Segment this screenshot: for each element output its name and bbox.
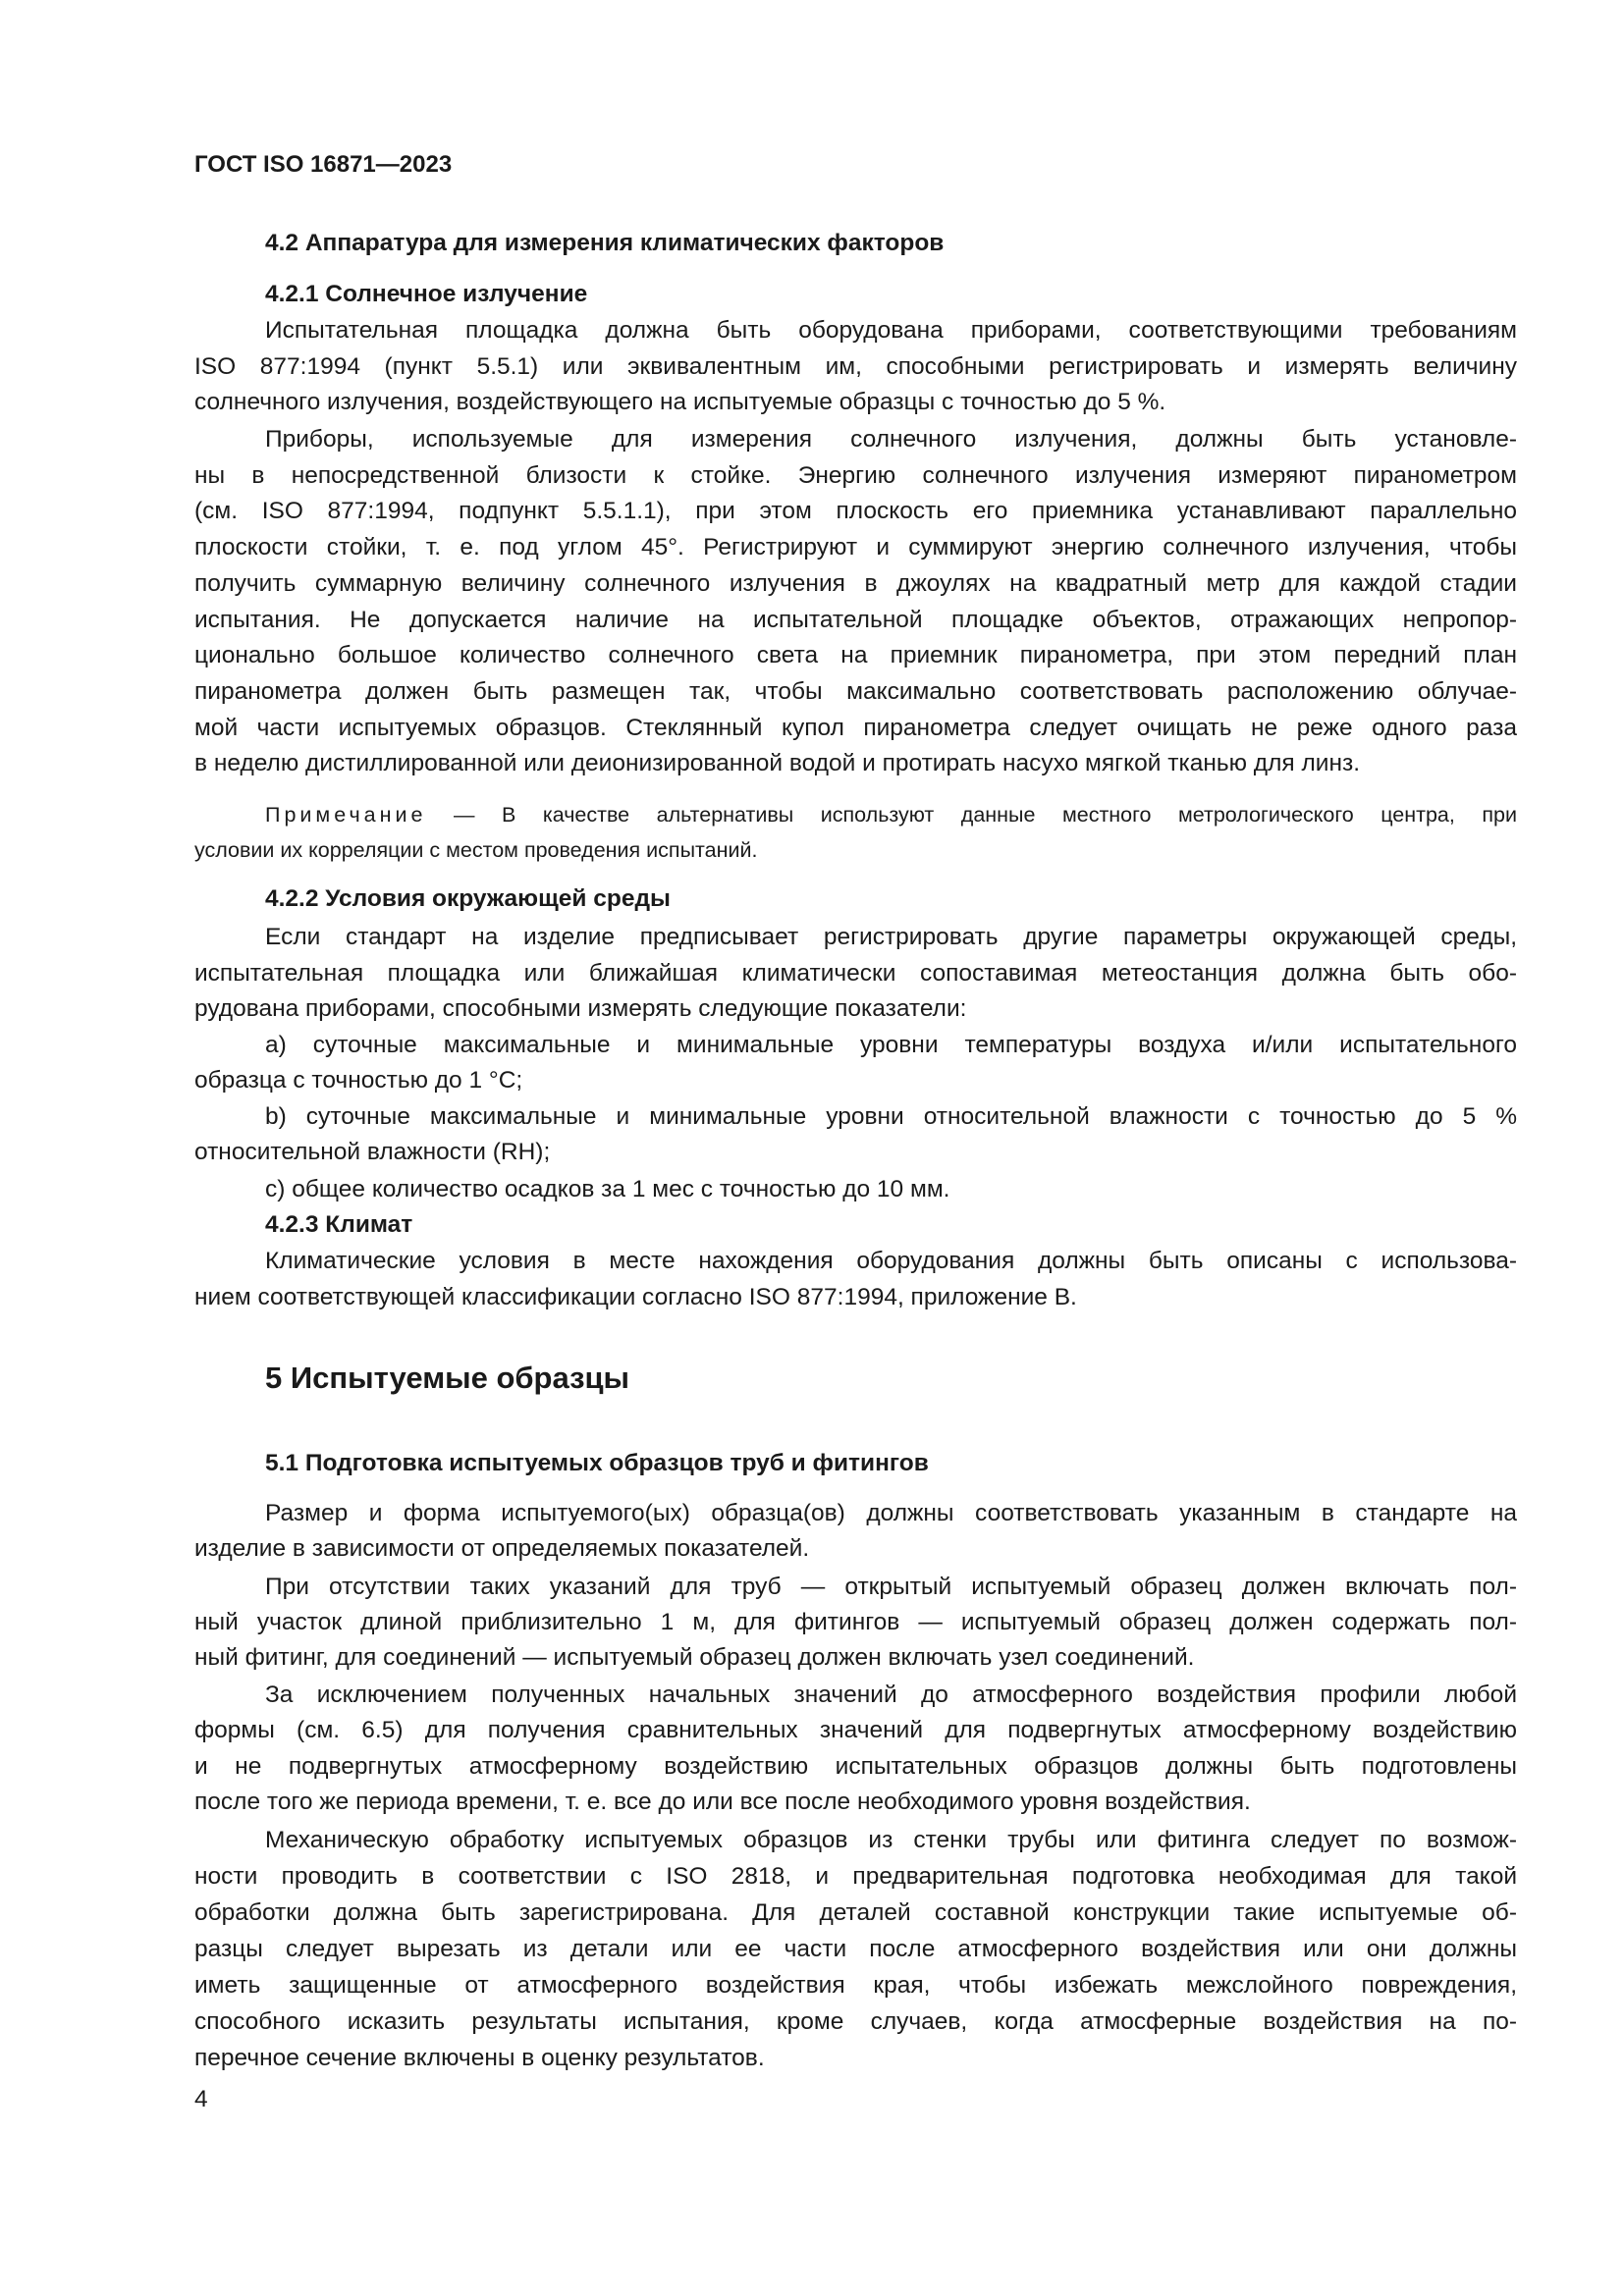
text-line: b) суточные максимальные и минимальные уровни относительной влажности с точностью до 5 %: [265, 1103, 1517, 1130]
text-line: c) общее количество осадков за 1 мес с точностью до 10 мм.: [265, 1176, 950, 1202]
text-line: испытания. Не допускается наличие на испытательной площадке объектов, отражающих непропор-: [194, 606, 1517, 633]
text-line: испытательная площадка или ближайшая климатически сопоставимая метеостанция должна быть обо-: [194, 959, 1517, 987]
text-line: При отсутствии таких указаний для труб — открытый испытуемый образец должен включать пол-: [265, 1574, 1517, 1600]
note-text: — В качестве альтернативы используют данные местного метрологического центра, при: [426, 803, 1517, 827]
text-line: иметь защищенные от атмосферного воздействия края, чтобы избежать межслойного повреждения,: [194, 1972, 1517, 1999]
text-line: пиранометра должен быть размещен так, чтобы максимально соответствовать расположению облучае-: [194, 677, 1517, 705]
text-line: рудована приборами, способными измерять следующие показатели:: [194, 995, 967, 1022]
text-line: (см. ISO 877:1994, подпункт 5.5.1.1), при этом плоскость его приемника устанавливают параллельно: [194, 498, 1517, 525]
text-line: ISO 877:1994 (пункт 5.5.1) или эквивалентным им, способными регистрировать и измерять величину: [194, 352, 1517, 380]
heading-text: 4.2.2 Условия окружающей среды: [265, 885, 671, 912]
text-line: относительной влажности (RH);: [194, 1139, 551, 1165]
text-line: [265, 797, 1517, 832]
text-line: изделие в зависимости от определяемых показателей.: [194, 1535, 810, 1562]
text-line: a) суточные максимальные и минимальные уровни температуры воздуха и/или испытательного: [265, 1032, 1517, 1058]
text-line: ности проводить в соответствии с ISO 2818, и предварительная подготовка необходимая для такой: [194, 1863, 1517, 1890]
text-line: условии их корреляции с местом проведения испытаний.: [194, 838, 758, 862]
text-line: Испытательная площадка должна быть оборудована приборами, соответствующими требованиям: [265, 317, 1517, 344]
text-line: получить суммарную величину солнечного излучения в джоулях на квадратный метр для каждой стадии: [194, 569, 1517, 597]
text-line: формы (см. 6.5) для получения сравнительных значений для подвергнутых атмосферному воздействию: [194, 1717, 1517, 1744]
text-line: Механическую обработку испытуемых образцов из стенки трубы или фитинга следует по возмож-: [265, 1827, 1517, 1853]
note-label: Примечание: [265, 803, 427, 827]
text-line: разцы следует вырезать из детали или ее части после атмосферного воздействия или они должны: [194, 1936, 1517, 1962]
text-line: перечное сечение включены в оценку результатов.: [194, 2045, 765, 2071]
text-line: обработки должна быть зарегистрирована. Для деталей составной конструкции такие испытуемые об-: [194, 1899, 1517, 1926]
text-line: в неделю дистиллированной или деионизированной водой и протирать насухо мягкой тканью для линз.: [194, 750, 1361, 777]
text-line: ный участок длиной приблизительно 1 м, для фитингов — испытуемый образец должен содержать пол-: [194, 1609, 1517, 1635]
text-line: Если стандарт на изделие предписывает регистрировать другие параметры окружающей среды,: [265, 924, 1517, 950]
running-header: ГОСТ ISO 16871—2023: [194, 151, 453, 178]
heading-text: 4.2.1 Солнечное излучение: [265, 281, 588, 307]
text-line: нием соответствующей классификации согласно ISO 877:1994, приложение B.: [194, 1284, 1077, 1310]
text-line: способного исказить результаты испытания, кроме случаев, когда атмосферные воздействия на по-: [194, 2008, 1517, 2035]
text-line: Климатические условия в месте нахождения оборудования должны быть описаны с использова-: [265, 1248, 1517, 1274]
text-line: ционально большое количество солнечного света на приемник пиранометра, при этом передний план: [194, 642, 1517, 669]
text-line: Размер и форма испытуемого(ых) образца(ов) должны соответствовать указанным в стандарте на: [265, 1500, 1517, 1526]
text-line: ны в непосредственной близости к стойке. Энергию солнечного излучения измеряют пиранометром: [194, 461, 1517, 489]
heading-text: 4.2.3 Климат: [265, 1211, 413, 1238]
page-number: 4: [194, 2086, 208, 2112]
text-line: Приборы, используемые для измерения солнечного излучения, должны быть установле-: [265, 426, 1517, 453]
heading-text: 5.1 Подготовка испытуемых образцов труб и фитингов: [265, 1450, 929, 1476]
text-line: ный фитинг, для соединений — испытуемый образец должен включать узел соединений.: [194, 1644, 1195, 1671]
text-line: и не подвергнутых атмосферному воздействию испытательных образцов должны быть подготовлены: [194, 1752, 1517, 1780]
heading-text: 5 Испытуемые образцы: [265, 1361, 630, 1395]
text-line: плоскости стойки, т. е. под углом 45°. Регистрируют и суммируют энергию солнечного излучения, чтобы: [194, 534, 1517, 561]
text-line: солнечного излучения, воздействующего на испытуемые образцы с точностью до 5 %.: [194, 389, 1166, 415]
text-line: За исключением полученных начальных значений до атмосферного воздействия профили любой: [265, 1682, 1517, 1708]
heading-text: 4.2 Аппаратура для измерения климатических факторов: [265, 230, 945, 256]
text-line: образца с точностью до 1 °C;: [194, 1067, 523, 1094]
text-line: после того же периода времени, т. е. все до или все после необходимого уровня воздействия.: [194, 1788, 1251, 1815]
text-line: мой части испытуемых образцов. Стеклянный купол пиранометра следует очищать не реже одного раза: [194, 714, 1517, 741]
